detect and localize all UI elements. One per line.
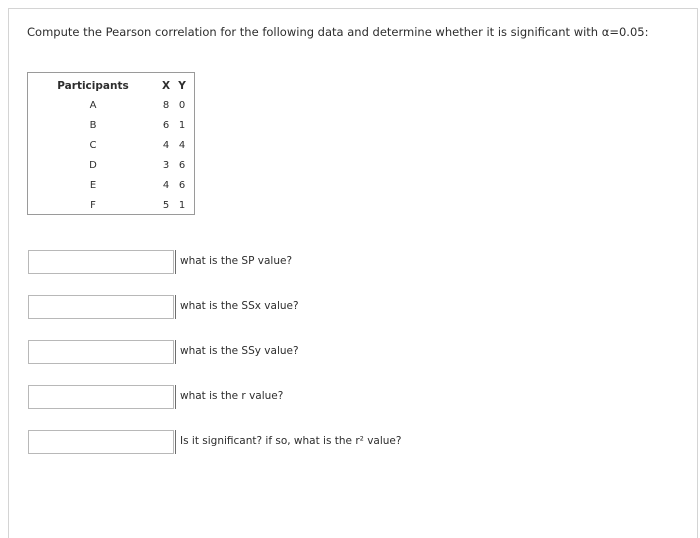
x-cell: 4 (162, 139, 170, 151)
ssx-label: what is the SSx value? (175, 295, 299, 319)
table-header-row (28, 77, 190, 95)
table-row (28, 195, 190, 215)
r-label: what is the r value? (175, 385, 283, 409)
participant-cell: C (89, 139, 97, 151)
participant-cell: B (89, 119, 97, 131)
sp-label: what is the SP value? (175, 250, 292, 274)
header-x: X (161, 80, 171, 92)
x-cell: 3 (162, 159, 170, 171)
participant-cell: F (90, 199, 96, 211)
x-cell: 8 (162, 99, 170, 111)
x-cell: 4 (162, 179, 170, 191)
table-row (28, 155, 190, 175)
r-squared-input[interactable] (28, 430, 174, 454)
ssy-label: what is the SSy value? (175, 340, 299, 364)
header-y: Y (178, 80, 186, 92)
x-cell: 5 (162, 199, 170, 211)
table-row (28, 135, 190, 155)
participant-cell: A (89, 99, 97, 111)
ssy-input[interactable] (28, 340, 174, 364)
x-cell: 6 (162, 119, 170, 131)
data-table (27, 72, 195, 215)
participant-cell: D (89, 159, 97, 171)
y-cell: 6 (178, 159, 186, 171)
y-cell: 1 (178, 199, 186, 211)
y-cell: 0 (178, 99, 186, 111)
table-row (28, 95, 190, 115)
y-cell: 4 (178, 139, 186, 151)
r-input[interactable] (28, 385, 174, 409)
header-participants: Participants (57, 80, 129, 92)
table-row (28, 175, 190, 195)
table-row (28, 115, 190, 135)
y-cell: 6 (178, 179, 186, 191)
sp-input[interactable] (28, 250, 174, 274)
participant-cell: E (89, 179, 97, 191)
y-cell: 1 (178, 119, 186, 131)
question-text: Compute the Pearson correlation for the following data and determine whether it is significant with α=0.05: (27, 25, 649, 39)
r-squared-label: Is it significant? if so, what is the r² value? (175, 430, 401, 454)
ssx-input[interactable] (28, 295, 174, 319)
